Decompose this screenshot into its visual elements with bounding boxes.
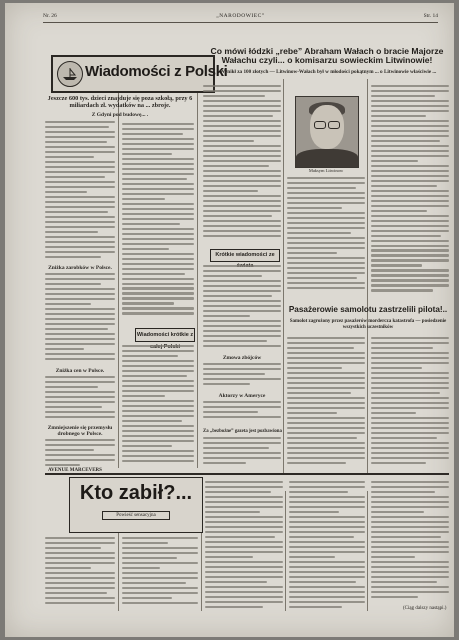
newspaper-name: „NARODOWIEC”: [216, 13, 265, 19]
news-subhead: Zmowa zbójców: [222, 355, 262, 361]
article-text: [287, 337, 365, 471]
news-subhead: Aktorzy w Ameryce: [218, 393, 266, 399]
article-text: [371, 85, 449, 299]
article-text: [203, 85, 281, 245]
serial-title: Kto zabił?...: [79, 482, 193, 504]
article-text: [289, 481, 365, 611]
article-text: [203, 363, 281, 389]
article-text: [122, 537, 198, 611]
section-subhead: Zmniejszenie się przemysłu drobnego w Polsce.: [47, 425, 113, 438]
page-header: [43, 12, 438, 23]
article-text: [287, 177, 365, 299]
serial-subtitle: Powieść sensacyjna: [102, 511, 170, 520]
article-text: [45, 439, 115, 469]
serial-author: AVENUE MARCEVERS: [48, 468, 102, 473]
page-number-left: Nr. 26: [43, 13, 57, 19]
news-box-heading: Wiadomości krótkie z: [135, 328, 195, 342]
article-text: [45, 121, 115, 261]
column-rule: [283, 79, 284, 474]
news-subhead: Za „bezbożne” gazeta jest pozbawiona: [203, 429, 282, 434]
main-lede: Wynikł za 100 złotych — Litwinow-Wałach był w młodości pokątnym ... o Litwinowie właściwie ...: [219, 69, 437, 75]
article-text: [205, 481, 283, 611]
portrait-photo: [295, 96, 359, 168]
column-rule: [285, 491, 286, 611]
ship-logo-icon: [57, 61, 83, 87]
lede-heading: Jeszcze 600 tys. dzieci znajduje się poza szkołą, przy 6 miliardach zł. wydatków na ... zbroje.: [47, 95, 193, 110]
article-text: [203, 401, 281, 425]
news-box-heading: Krótkie wiadomości ze: [210, 249, 280, 262]
section-subhead: Zniżka cen w Polsce.: [55, 368, 105, 374]
article-text: [203, 265, 281, 353]
section-subhead: Zniżka zarobków w Polsce.: [48, 265, 112, 271]
column-rule: [118, 93, 119, 468]
article-text: [45, 273, 115, 363]
continuation-note: (Ciąg dalszy nastąpi.): [403, 606, 447, 611]
article-text: [122, 123, 194, 323]
article-text: [203, 437, 281, 469]
newspaper-page: [5, 3, 454, 637]
column-rule: [197, 93, 198, 468]
article-text: [122, 345, 194, 469]
secondary-headline: Pasażerowie samolotu zastrzelili pilota!..: [288, 305, 448, 314]
secondary-lede: Samolot zagrożony przez pasażerów mordercza katastrofa — posiedzenie wszystkich uczestników: [289, 319, 447, 330]
serial-novel-box: [48, 468, 203, 533]
portrait-caption: Maksym Litwinow: [308, 168, 344, 173]
section-title: Wiadomości z Polski: [85, 63, 228, 80]
article-text: [371, 481, 449, 603]
article-text: [45, 376, 115, 421]
section-subhead: Z Gdyni pod budowę... .: [91, 112, 149, 118]
main-headline: Co mówi łódzki „rebe” Abraham Wałach o bracie Majorze Wałachu czyli... o komisarzu sowieckim Litwinowie!: [210, 46, 444, 66]
article-text: [371, 337, 449, 471]
section-masthead: [51, 55, 228, 93]
article-text: [45, 537, 115, 611]
column-rule: [367, 491, 368, 611]
section-separator: [45, 473, 449, 475]
page-number-right: Str. 14: [423, 13, 438, 19]
column-rule: [367, 79, 368, 474]
